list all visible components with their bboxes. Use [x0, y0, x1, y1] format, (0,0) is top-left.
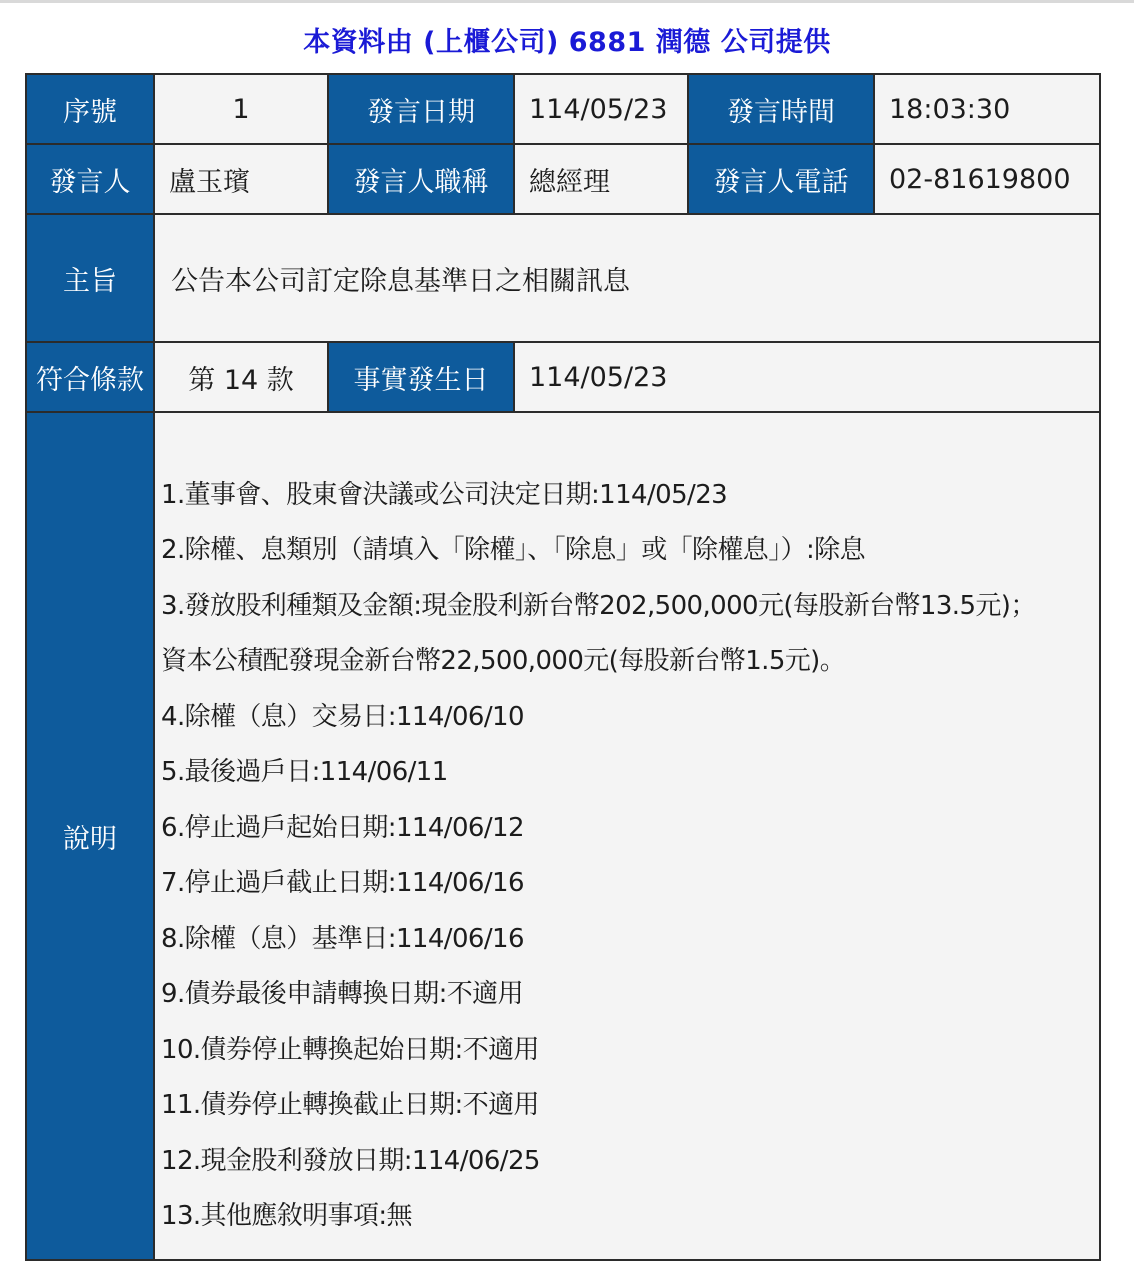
time-value: 18:03:30 — [874, 74, 1100, 144]
description-line: 2.除權、息類別（請填入「除權」、「除息」或「除權息」）:除息 — [161, 535, 865, 565]
description-line: 11.債券停止轉換截止日期:不適用 — [161, 1090, 539, 1120]
speaker-phone-value: 02-81619800 — [874, 144, 1100, 214]
row-clause — [26, 342, 1100, 412]
date-label: 發言日期 — [328, 74, 514, 144]
date-value: 114/05/23 — [514, 74, 688, 144]
speaker-title-label: 發言人職稱 — [328, 144, 514, 214]
time-label: 發言時間 — [688, 74, 874, 144]
row-seq-date-time — [26, 74, 1100, 144]
seq-label: 序號 — [26, 74, 154, 144]
announcement-table — [25, 73, 1101, 1261]
clause-label: 符合條款 — [26, 342, 154, 412]
description-line: 7.停止過戶截止日期:114/06/16 — [161, 868, 524, 898]
fact-date-value: 114/05/23 — [514, 342, 1100, 412]
row-subject — [26, 214, 1100, 342]
row-speaker — [26, 144, 1100, 214]
description-value — [154, 412, 1100, 1260]
page-header: 本資料由 (上櫃公司) 6881 潤德 公司提供 — [303, 27, 831, 58]
description-line: 4.除權（息）交易日:114/06/10 — [161, 701, 524, 732]
description-line: 10.債券停止轉換起始日期:不適用 — [161, 1034, 539, 1065]
speaker-phone-label: 發言人電話 — [688, 144, 874, 214]
description-line: 資本公積配發現金新台幣22,500,000元(每股新台幣1.5元)。 — [161, 646, 846, 676]
description-line: 6.停止過戶起始日期:114/06/12 — [161, 812, 524, 843]
description-label: 說明 — [26, 412, 154, 1260]
top-divider — [0, 0, 1134, 3]
description-line: 9.債券最後申請轉換日期:不適用 — [161, 979, 523, 1009]
speaker-title-value: 總經理 — [514, 144, 688, 214]
speaker-label: 發言人 — [26, 144, 154, 214]
seq-value: 1 — [154, 74, 328, 144]
description-line: 13.其他應敘明事項:無 — [161, 1201, 412, 1231]
description-line: 12.現金股利發放日期:114/06/25 — [161, 1145, 540, 1176]
subject-label: 主旨 — [26, 214, 154, 342]
description-line: 8.除權（息）基準日:114/06/16 — [161, 923, 524, 954]
description-line: 1.董事會、股東會決議或公司決定日期:114/05/23 — [161, 479, 728, 510]
speaker-value: 盧玉璸 — [154, 144, 328, 214]
fact-date-label: 事實發生日 — [328, 342, 514, 412]
subject-value: 公告本公司訂定除息基準日之相關訊息 — [154, 214, 1100, 342]
row-description — [26, 412, 1100, 1260]
clause-value: 第 14 款 — [154, 342, 328, 412]
description-line: 3.發放股利種類及金額:現金股利新台幣202,500,000元(每股新台幣13.5元)； — [161, 590, 1036, 621]
description-line: 5.最後過戶日:114/06/11 — [161, 757, 448, 787]
